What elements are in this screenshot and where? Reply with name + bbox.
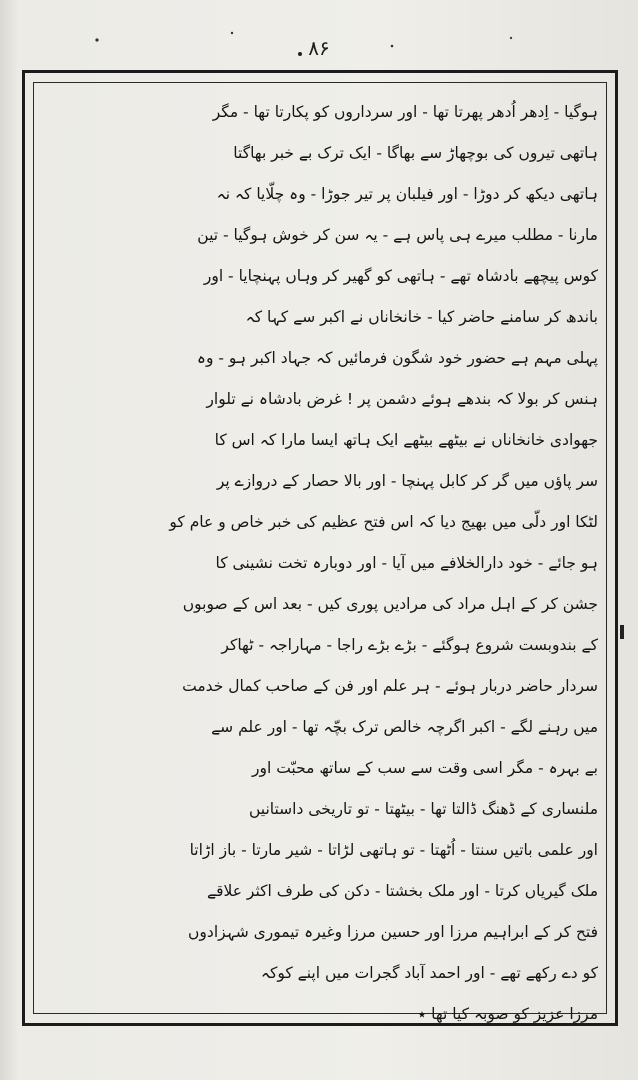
text-line: کو دے رکھے تھے - اور احمد آباد گجرات میں اپنے کوکہ: [260, 964, 598, 982]
text-line: ہاتھی تیروں کی بوچھاڑ سے بھاگا - ایک ترک بے خبر بھاگتا: [233, 144, 598, 162]
text-line: لٹکا اور دلّی میں بھیج دیا کہ اس فتح عظیم کی خبر خاص و عام کو: [169, 513, 598, 531]
binding-mark: [620, 625, 624, 639]
text-line: میں رہنے لگے - اکبر اگرچہ خالص ترک بچّہ تھا - اور علم سے: [211, 718, 598, 736]
text-line: ہوگیا - اِدھر اُدھر پھرتا تھا - اور سرداروں کو پکارتا تھا - مگر: [212, 103, 598, 121]
text-line: سردار حاضر دربار ہوئے - ہر علم اور فن کے صاحب کمال خدمت: [182, 677, 598, 695]
text-line: باندھ کر سامنے حاضر کیا - خانخاناں نے اکبر سے کہا کہ: [245, 308, 598, 326]
text-line: اور علمی باتیں سنتا - اُٹھتا - تو ہاتھی لڑاتا - شیر مارتا - باز اڑاتا: [189, 841, 598, 859]
text-line: ملنساری کے ڈھنگ ڈالتا تھا - بیٹھتا - تو تاریخی داستانیں: [248, 800, 598, 818]
text-line: ہنس کر بولا کہ بندھے ہوئے دشمن پر ! غرض بادشاہ نے تلوار: [206, 390, 598, 408]
text-line: جشن کر کے اہل مراد کی مرادیں پوری کیں - بعد اس کے صوبوں: [182, 595, 598, 613]
text-line: ہو جائے - خود دارالخلافے میں آیا - اور دوبارہ تخت نشینی کا: [215, 554, 598, 572]
text-line: پہلی مہم ہے حضور خود شگون فرمائیں کہ جہاد اکبر ہو - وہ: [196, 349, 598, 367]
text-line: ملک گیریاں کرتا - اور ملک بخشتا - دکن کی طرف اکثر علاقے: [207, 882, 598, 900]
urdu-text-body: [42, 92, 598, 1023]
text-line: فتح کر کے ابراہیم مرزا اور حسین مرزا وغیرہ تیموری شہزادوں: [188, 923, 598, 941]
text-line: مرزا عزیز کو صوبہ کیا تھا ٭: [417, 1005, 598, 1023]
text-line: ہاتھی دیکھ کر دوڑا - اور فیلبان پر تیر جوڑا - وہ چلّایا کہ نہ: [216, 185, 598, 203]
text-line: مارنا - مطلب میرے ہی پاس ہے - یہ سن کر خوش ہوگیا - تین: [197, 226, 598, 244]
text-line: کوس پیچھے بادشاہ تھے - ہاتھی کو گھیر کر وہاں پہنچایا - اور: [203, 267, 598, 285]
text-line: بے بہرہ - مگر اسی وقت سے سب کے ساتھ محبّت اور: [252, 759, 598, 777]
text-line: جھوادی خانخاناں نے بیٹھے بیٹھے ایک ہاتھ ایسا مارا کہ اس کا: [214, 431, 598, 449]
page-number: ۸۶: [308, 36, 330, 60]
text-line: کے بندوبست شروع ہوگئے - بڑے بڑے راجا - مہاراجہ - ٹھاکر: [221, 636, 598, 654]
text-line: سر پاؤں میں گر کر کابل پہنچا - اور بالا حصار کے دروازے پر: [216, 472, 598, 490]
